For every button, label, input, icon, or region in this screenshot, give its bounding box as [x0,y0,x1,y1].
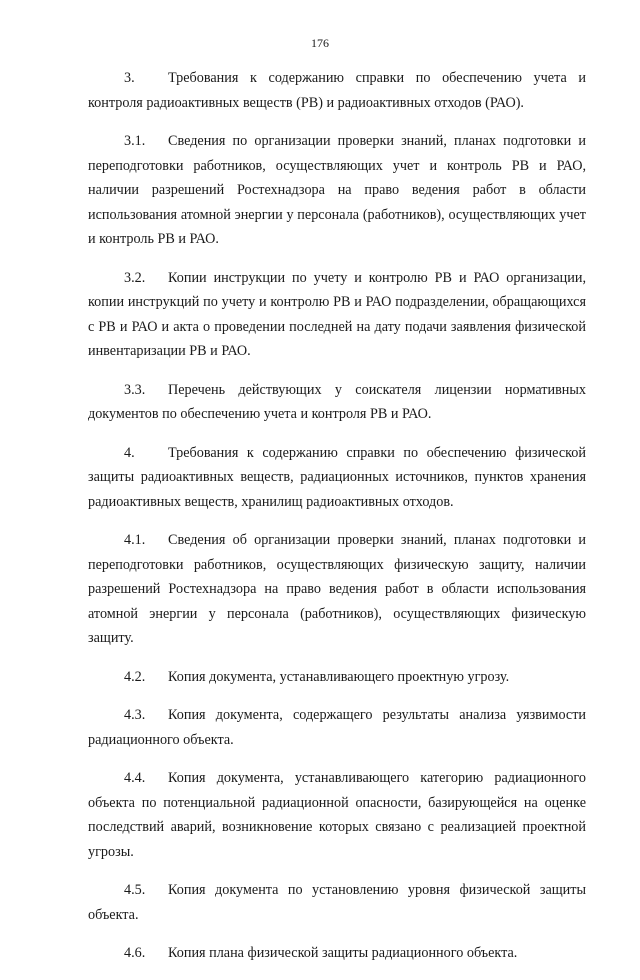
paragraph-text: Требования к содержанию справки по обеспечению физической защиты радиоактивных веществ, радиационных источников, пунктов хранения радиоактивных веществ, хранилищ радиоактивных отходов. [88,444,586,510]
paragraph-text: Требования к содержанию справки по обеспечению учета и контроля радиоактивных веществ (РВ) и радиоактивных отходов (РАО). [88,70,586,111]
paragraph-4-3 [88,703,586,752]
paragraph-text: Сведения об организации проверки знаний, планах подготовки и переподготовки работников, осуществляющих физическую защиту, наличии разрешений Ростехнадзора на право ведения работ в области использования атомной энергии у персонала (работников), осуществляющих физическую защиту. [88,532,586,646]
paragraph-number: 4.5. [124,882,146,898]
paragraph-4 [88,441,586,515]
paragraph-text: Копия плана физической защиты радиационного объекта. [168,945,518,961]
paragraph-4-6 [88,941,586,966]
paragraph-text: Копия документа, устанавливающего проектную угрозу. [168,668,510,685]
paragraph-4-2 [88,665,586,690]
paragraph-3-1 [88,129,586,252]
paragraph-number: 4.6. [124,945,146,961]
paragraph-text: Сведения по организации проверки знаний, планах подготовки и переподготовки работников, осуществляющих учет и контроль РВ и РАО, наличии разрешений Ростехнадзора на право ведения работ в области использования атомной энергии у персонала (работников), осуществляющих учет и контроль РВ и РАО. [88,133,586,247]
paragraph-text: Копии инструкции по учету и контролю РВ и РАО организации, копии инструкций по учету и контролю РВ и РАО подразделении, обращающихся с РВ и РАО и акта о проведении последней на дату подачи заявления физической инвентаризации РВ и РАО. [88,269,586,359]
paragraph-3-2 [88,266,586,364]
paragraph-number: 3.3. [124,381,146,398]
document-body [88,66,586,980]
paragraph-text: Копия документа по установлению уровня физической защиты объекта. [88,882,586,923]
paragraph-number: 3. [124,70,135,86]
paragraph-number: 4.3. [124,707,146,723]
paragraph-number: 4. [124,444,135,461]
paragraph-4-4 [88,766,586,864]
paragraph-number: 4.1. [124,532,146,548]
paragraph-number: 4.4. [124,770,146,786]
paragraph-4-1 [88,528,586,651]
paragraph-text: Копия документа, содержащего результаты анализа уязвимости радиационного объекта. [88,707,586,748]
paragraph-number: 4.2. [124,668,146,685]
paragraph-text: Копия документа, устанавливающего категорию радиационного объекта по потенциальной радиационной опасности, базирующейся на оценке последствий аварий, возникновение которых связано с реализацией проектной угрозы. [88,770,586,860]
paragraph-text: Перечень действующих у соискателя лицензии нормативных документов по обеспечению учета и контроля РВ и РАО. [88,381,586,422]
page-number: 176 [311,36,329,50]
paragraph-number: 3.2. [124,269,146,286]
paragraph-4-5 [88,878,586,927]
paragraph-3-3 [88,378,586,427]
paragraph-3 [88,66,586,115]
paragraph-number: 3.1. [124,133,146,149]
